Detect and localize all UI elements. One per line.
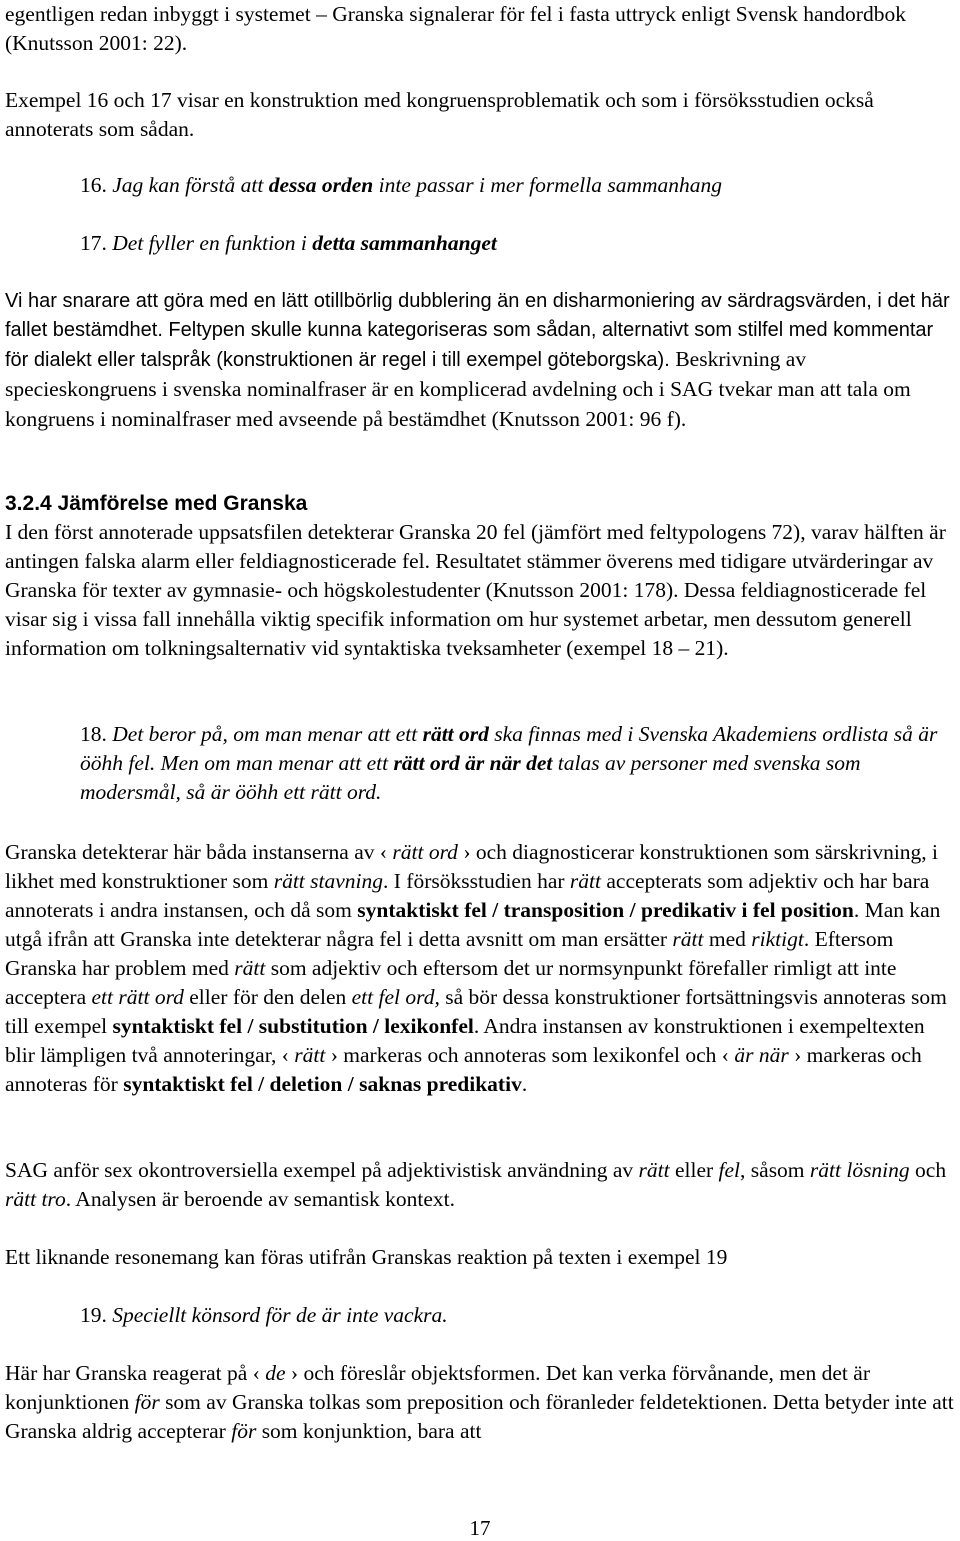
text-run: › och föreslår objektsformen. Det kan verka förvånande, men det är konjunktionen [5,1361,870,1414]
text-run: Vi har snarare att göra med en lätt otillbörlig dubblering än en disharmoniering av särdragsvärden, i det här fallet bestämdhet. Feltypen skulle kunna kategoriseras som sådan, alternativt som stilfel med kommentar för dialekt eller talspråk (konstruktionen är regel i till exempel göteborgska). [5,290,950,371]
example-number: 18. [80,722,113,746]
text-run: . Man kan utgå ifrån att Granska inte detekterar några fel i detta avsnitt om man ersätter [5,898,941,951]
text-run: fel [718,1158,741,1182]
text-run: . Andra instansen av konstruktionen i exempeltexten blir lämpligen två annoteringar, ‹ [5,1014,925,1067]
text-run: rätt [234,956,266,980]
text-run: eller [669,1158,719,1182]
text-run: rätt stavning [273,869,384,893]
text-run: rätt [569,869,601,893]
example-text [112,231,497,255]
text-run: Granska detekterar här båda instanserna av ‹ [5,840,393,864]
example-number: 19. [80,1303,113,1327]
text-run: med [703,927,752,951]
text-run: som konjunktion, bara att [256,1419,482,1443]
text-run: som av Granska tolkas som preposition och föranleder feldetektionen. Detta betyder inte att Granska aldrig accepterar [5,1390,954,1443]
text-run: rätt [638,1158,670,1182]
text-run: ett fel ord, [351,985,440,1009]
text-run: är när [734,1043,789,1067]
text-run: accepterats som adjektiv och har bara annoterats i andra instansen, och då som [5,869,930,922]
example-number: 17. [80,231,113,255]
text-run: rätt ord [422,722,489,746]
example-number: 16. [80,173,113,197]
paragraph-sag [5,1156,955,1214]
text-run: syntaktiskt fel / substitution / lexikonfel [112,1014,474,1038]
text-run: . I försöksstudien har [383,869,570,893]
text-run: egentligen redan inbyggt i systemet – Granska signalerar för fel i fasta uttryck enligt Svensk handordbok (Knutsson 2001: 22). [5,2,906,55]
text-run: Jag kan förstå att [112,173,269,197]
paragraph-detection [5,838,955,1099]
page-number: 17 [469,1516,491,1540]
text-run: rätt tro [5,1187,66,1211]
text-run: de [265,1361,286,1385]
text-run: , såsom [740,1158,810,1182]
text-run: . Eftersom Granska har problem med [5,927,894,980]
text-run: . Analysen är beroende av semantisk kontext. [65,1187,456,1211]
example-19 [80,1301,955,1330]
example-16 [80,171,955,200]
text-run: riktigt [751,927,804,951]
text-run: rätt ord är när det [393,751,553,775]
text-run: › och diagnosticerar konstruktionen som särskrivning, i likhet med konstruktioner som [5,840,939,893]
text-run: › markeras och annoteras som lexikonfel och ‹ [325,1043,735,1067]
text-run: Det beror på, om man menar att ett [112,722,423,746]
text-run: som adjektiv och eftersom det ur normsynpunkt förefaller rimligt att inte acceptera [5,956,897,1009]
text-run: dessa orden [268,173,374,197]
text-run: syntaktiskt fel / transposition / predikativ i fel position [357,898,854,922]
text-run: . [521,1072,528,1096]
paragraph-last [5,1359,955,1446]
text-run: detta sammanhanget [312,231,497,255]
text-run: ska finnas med i Svenska Akademiens ordlista så är ööhh fel. Men om man menar att ett [80,722,938,775]
text-run: rätt [672,927,704,951]
text-run: Exempel 16 och 17 visar en konstruktion med kongruensproblematik och som i försöksstudien också annoterats som sådan. [5,88,874,141]
text-run: SAG anför sex okontroversiella exempel på adjektivistisk användning av [5,1158,639,1182]
text-run: Det fyller en funktion i [112,231,313,255]
text-run: för [231,1419,257,1443]
text-run: Speciellt könsord för de är inte vackra. [112,1303,448,1327]
text-run: rätt [294,1043,326,1067]
text-run: Ett liknande resonemang kan föras utifrån Granskas reaktion på texten i exempel 19 [5,1245,728,1269]
text-run: Här har Granska reagerat på ‹ [5,1361,266,1385]
text-run: ett rätt ord [91,985,184,1009]
paragraph-top [5,0,955,58]
text-run: talas av personer med svenska som modersmål, så är ööhh ett rätt ord. [80,751,861,804]
text-run: Beskrivning av specieskongruens i svenska nominalfraser är en komplicerad avdelning och i SAG tvekar man att tala om kongruens i nominalfraser med avseende på bestämdhet (Knutsson 2001: 96 f). [5,347,911,431]
text-run: inte passar i mer formella sammanhang [373,173,723,197]
text-run: och [909,1158,947,1182]
text-run: rätt lösning [809,1158,910,1182]
text-run: I den först annoterade uppsatsfilen detekterar Granska 20 fel (jämfört med feltypologens 72), varav hälften är antingen falska alarm eller feldiagnosticerade fel. Resultatet stämmer överens med tidigare utvärderingar av Granska för texter av gymnasie- och högskolestudenter (Knutsson 2001: 178). Dessa feldiagnosticerade fel visar sig i vissa fall innehålla viktig specifik information om hur systemet arbetar, men dessutom generell information om tolkningsalternativ vid syntaktiska tveksamheter (exempel 18 – 21). [5,520,946,660]
text-run: så bör dessa konstruktioner fortsättningsvis annoteras som till exempel [5,985,947,1038]
example-text [112,1303,447,1327]
example-18 [80,720,955,807]
text-run: eller för den delen [183,985,352,1009]
paragraph-discussion [5,287,955,435]
paragraph-intro-examples [5,86,955,144]
text-run: rätt ord [392,840,458,864]
paragraph-similar [5,1243,955,1272]
paragraph-granska-comparison [5,518,955,663]
example-text [80,722,937,804]
text-run: syntaktiskt fel / deletion / saknas predikativ [123,1072,522,1096]
example-text [112,173,722,197]
text-run: › markeras och annoteras för [5,1043,922,1096]
example-17 [80,229,955,258]
text-run: för [134,1390,160,1414]
section-heading: 3.2.4 Jämförelse med Granska [5,492,308,515]
